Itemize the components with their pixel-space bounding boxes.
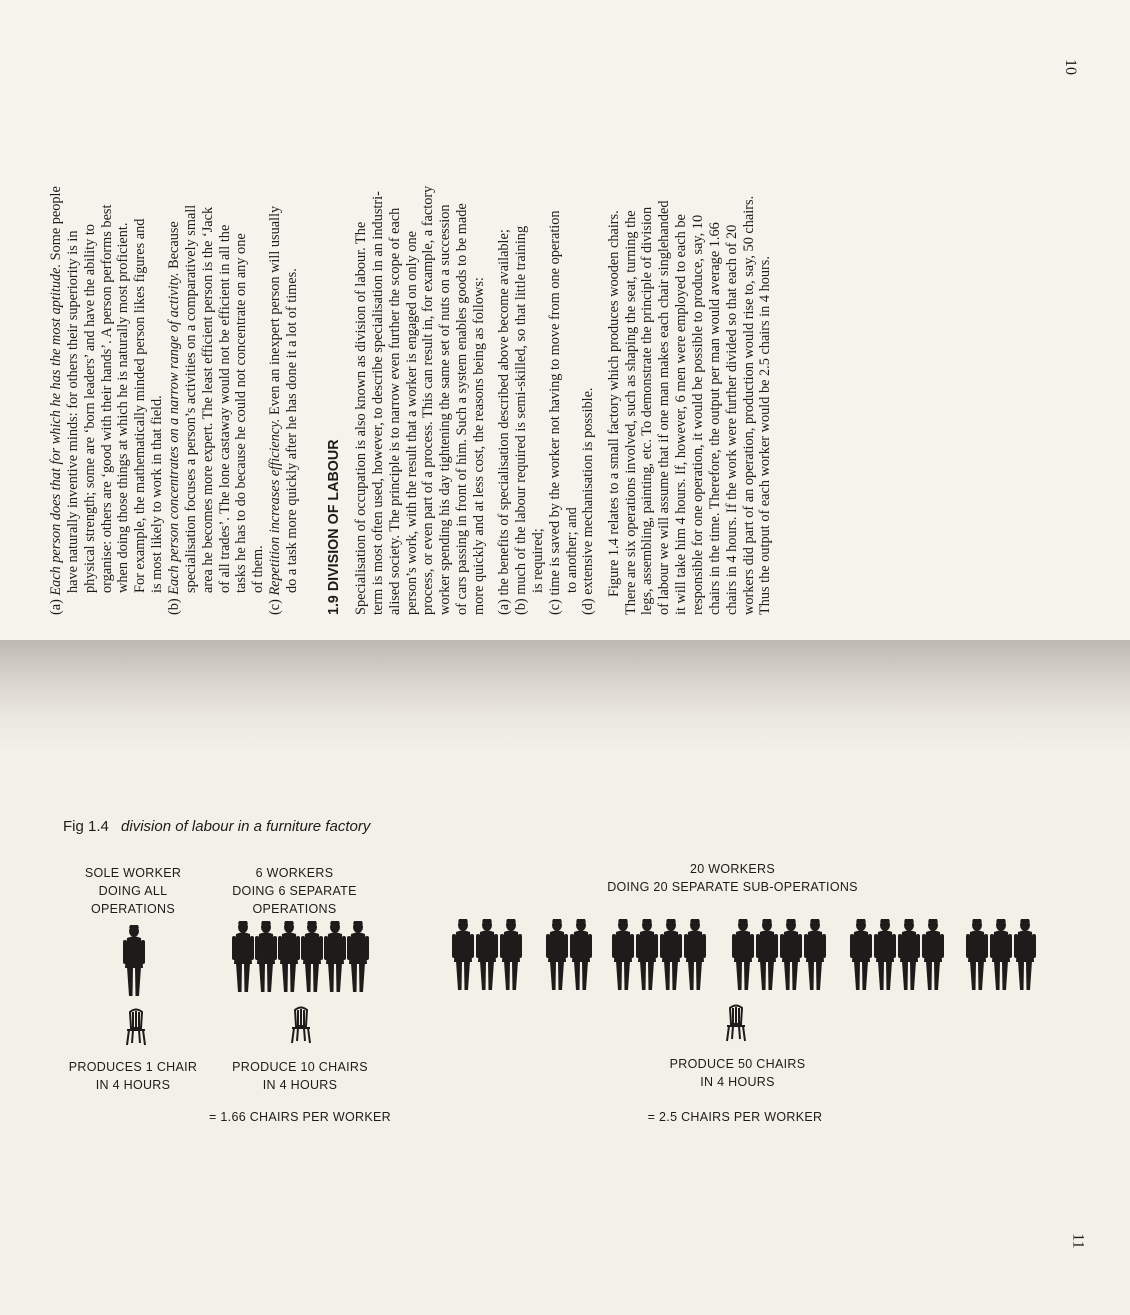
section-line [370,35,387,615]
figure-text-line [673,35,690,615]
paragraph_a-line-7 [149,35,166,593]
worker-icon [850,918,872,992]
group-2-header [212,864,377,918]
paragraph_b-line-6 [250,35,267,593]
paragraph_a-line-6 [132,35,149,593]
paragraph_c-line-1 [267,35,284,615]
text-run: 1.9 DIVISION OF LABOUR [326,439,343,615]
text-run: Because [165,221,182,269]
reason-line [496,35,513,615]
paragraph_a-line-1 [48,35,65,615]
section-line [471,35,488,615]
worker-icon [347,920,369,994]
text-run: person’s work, with the result that a worker is engaged on only one [403,231,420,615]
worker-icon [123,924,145,998]
text-run: physical strength; some are ‘born leaders’ and have the ability to [81,224,98,593]
worker-icon [612,918,634,992]
reason-line [530,35,547,593]
worker-icon [780,918,802,992]
figure-text-line [741,35,758,615]
text-run: (c) time is saved by the worker not having to move from one operation [546,210,563,615]
group-3-header-line-2: DOING 20 SEPARATE SUB-OPERATIONS [607,880,858,894]
paragraph_a-line-2 [65,35,82,593]
text-run: chairs in the time. Therefore, the output per man would average 1.66 [706,222,723,615]
text-run: Figure 1.4 relates to a small factory which produces wooden chairs. [605,210,622,597]
text-run: Some people [48,186,64,261]
section-line [387,35,404,615]
worker-icon [278,920,300,994]
text-run: Specialisation of occupation is also known as division of labour. The [352,221,369,615]
text-run: do a task more quickly after he has done it a lot of times. [283,268,300,593]
group-3-header-line-1: 20 WORKERS [690,862,775,876]
text-run: of them. [250,545,267,593]
section-line [437,35,454,615]
section-heading [326,35,343,615]
text-run: (c) [267,599,284,615]
figure-text-line [724,35,741,615]
text-run: when doing those things at which he is naturally most proficient. [115,222,132,593]
text-run: (a) the benefits of specialisation described above become available; [496,229,513,615]
group-2-output-line-1: PRODUCE 10 CHAIRS [232,1060,368,1074]
text-run: (b) [165,598,182,615]
worker-icon [255,920,277,994]
page-10-text-block [48,0,774,615]
lead-text: Each person concentrates on a narrow range of activity. [165,272,182,595]
figure-number: Fig 1.4 [63,818,109,835]
group-2-header-line-1: 6 WORKERS [255,866,334,880]
paragraph_a-line-3 [82,35,99,593]
lead-text: Repetition increases efficiency. [267,418,284,596]
figure-text-line [707,35,724,615]
worker-icon [1014,918,1036,992]
text-run: tasks he has to do because he could not concentrate on any one [233,233,250,593]
section-line [454,35,471,615]
text-run: Thus the output of each worker would be 2.5 chairs in 4 hours. [757,256,774,615]
book-gutter [0,640,1130,750]
worker-icon [966,918,988,992]
reason-line [547,35,564,615]
text-run: (d) extensive mechanisation is possible. [580,387,597,615]
paragraph_a-line-4 [99,35,116,593]
figure-text-line [623,35,640,615]
text-run: worker spending his day tightening the same set of nuts on a succession [437,204,454,615]
worker-icon [546,918,568,992]
reason-line [580,35,597,615]
reason-line [513,35,530,615]
group-1-output [58,1058,208,1094]
text-run: Even an inexpert person will usually [267,205,284,416]
worker-icon [232,920,254,994]
group-1-header-line-1: SOLE WORKER [84,866,182,880]
group-2-header-line-3: OPERATIONS [252,902,337,916]
figure-text-line [606,35,623,597]
group-1-output-line-1: PRODUCES 1 CHAIR [68,1060,198,1074]
paragraph_a-line-5 [115,35,132,593]
text-run: have naturally inventive minds: for others their superiority is in [64,230,81,593]
section-line [353,35,370,615]
worker-icon [660,918,682,992]
text-run: specialisation focuses a person’s activities on a comparatively small [182,204,199,593]
text-run: of labour we will assume that if one man makes each chair singlehanded [656,200,673,615]
figure-text-line [690,35,707,615]
figure-text-line [639,35,656,615]
text-run: (a) [48,599,64,615]
text-run: it will take him 4 hours. If, however, 6 men were employed to each be [673,214,690,615]
worker-icon [922,918,944,992]
group-3-header [560,860,905,896]
worker-icon [898,918,920,992]
group-1-header-line-3: OPERATIONS [90,902,176,916]
figure-text-line [757,35,774,615]
group-2-output-line-2: IN 4 HOURS [262,1078,338,1092]
page-10 [0,0,1130,650]
group-2-output [220,1058,380,1094]
worker-icon [804,918,826,992]
text-run: term is most often used, however, to describe specialisation in an industri- [369,191,386,615]
group-2-header-line-2: DOING 6 SEPARATE [232,884,357,898]
text-run: is most likely to work in that field. [149,395,166,593]
text-run: (b) much of the labour required is semi-skilled, so that little training [513,225,530,615]
text-run: workers did part of an operation, production would rise to, say, 50 chairs. [740,195,757,615]
text-run: chairs in 4 hours. If the work were further divided so that each of 20 [723,224,740,615]
page-number-11: 11 [1069,1233,1087,1249]
group-1-header [68,864,198,918]
worker-icon [732,918,754,992]
figure-text-line [656,35,673,615]
chair-icon [287,1006,315,1044]
text-run: of all trades’. The lone castaway would not be efficient in all the [216,224,233,593]
paragraph_b-line-5 [233,35,250,593]
figure-title: division of labour in a furniture factory [121,818,371,835]
worker-icon [301,920,323,994]
worker-icon [684,918,706,992]
lead-text: Each person does that for which he has the most aptitude. [48,263,64,596]
page-number-10: 10 [1062,59,1079,75]
worker-icon [476,918,498,992]
worker-icon [324,920,346,994]
section-line [420,35,437,615]
group-3-rate: = 2.5 CHAIRS PER WORKER [647,1110,823,1124]
text-run: legs, assembling, painting, etc. To demonstrate the principle of division [639,206,656,615]
section-line [404,35,421,615]
worker-icon [874,918,896,992]
group-1-header-line-2: DOING ALL [98,884,168,898]
group-3-output-line-1: PRODUCE 50 CHAIRS [669,1057,806,1071]
group-2-rate: = 1.66 CHAIRS PER WORKER [209,1110,391,1124]
worker-icon [570,918,592,992]
group-1-output-line-2: IN 4 HOURS [95,1078,171,1092]
text-run: area he becomes more expert. The least efficient person is the ‘Jack [199,206,216,593]
worker-icon [990,918,1012,992]
worker-icon [452,918,474,992]
text-run: There are six operations involved, such as shaping the seat, turning the [622,210,639,615]
worker-icon [756,918,778,992]
worker-icon [636,918,658,992]
text-run: organise: others are ‘good with their hands’. A person performs best [98,204,115,593]
text-run: is required; [529,528,546,593]
chair-icon [122,1008,150,1046]
paragraph_b-line-4 [217,35,234,593]
chair-icon [722,1004,750,1042]
text-run: For example, the mathematically minded person likes figures and [132,218,149,593]
text-run: alised society. The principle is to narrow even further the scope of each [386,207,403,615]
group-3-output-line-2: IN 4 HOURS [700,1075,775,1089]
text-run: of cars passing in front of him. Such a system enables goods to be made [454,203,471,615]
text-run: process, or even part of a process. This can result in, for example, a factory [420,185,437,615]
paragraph_c-line-2 [284,35,301,593]
group-3-output [655,1055,820,1091]
reason-line [564,35,581,593]
paragraph_b-line-1 [166,35,183,615]
worker-icon [500,918,522,992]
text-run: to another; and [563,507,580,593]
paragraph_b-line-2 [183,35,200,593]
paragraph_b-line-3 [200,35,217,593]
text-run: more quickly and at less cost, the reasons being as follows: [470,277,487,615]
figure-caption [63,818,370,835]
text-run: responsible for one operation, it would be possible to produce, say, 10 [689,214,706,615]
